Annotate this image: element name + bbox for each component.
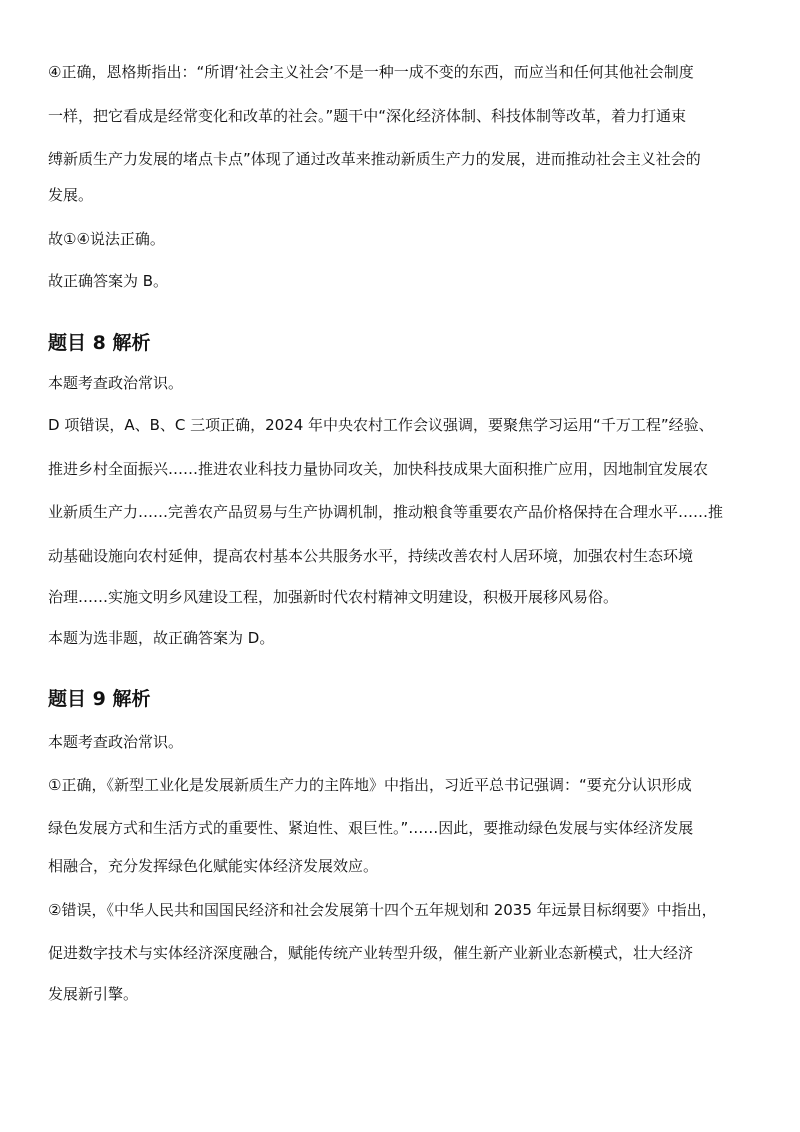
paragraph-line: 一样，把它看成是经常变化和改革的社会。”题干中“深化经济体制、科技体制等改革，着力打通束	[48, 107, 687, 125]
paragraph-line: 治理……实施文明乡风建设工程，加强新时代农村精神文明建设，积极开展移风易俗。	[48, 588, 619, 606]
paragraph-line: 缚新质生产力发展的堵点卡点”体现了通过改革来推动新质生产力的发展，进而推动社会主义社会的	[48, 150, 701, 168]
paragraph-line: 绿色发展方式和生活方式的重要性、紧迫性、艰巨性。”……因此，要推动绿色发展与实体经济发展	[48, 819, 694, 837]
paragraph-line: 相融合，充分发挥绿色化赋能实体经济发展效应。	[48, 857, 379, 875]
paragraph-line: 本题为选非题，故正确答案为 D。	[48, 629, 275, 647]
section-heading: 题目 8 解析	[48, 332, 151, 354]
paragraph-line: 推进乡村全面振兴……推进农业科技力量协同攻关，加快科技成果大面积推广应用，因地制宜发展农	[48, 460, 709, 478]
paragraph-line: ④正确，恩格斯指出：“所谓‘社会主义社会’不是一种一成不变的东西，而应当和任何其他社会制度	[48, 63, 694, 81]
paragraph-line: ②错误，《中华人民共和国国民经济和社会发展第十四个五年规划和 2035 年远景目标纲要》中指出，	[48, 901, 717, 919]
paragraph-line: 发展。	[48, 186, 94, 204]
paragraph-line: 业新质生产力……完善农产品贸易与生产协调机制，推动粮食等重要农产品价格保持在合理水平……推	[48, 503, 724, 521]
paragraph-line: 促进数字技术与实体经济深度融合，赋能传统产业转型升级，催生新产业新业态新模式，壮大经济	[48, 944, 694, 962]
paragraph-line: 本题考查政治常识。	[48, 374, 184, 392]
paragraph-line: 故正确答案为 B。	[48, 272, 169, 290]
paragraph-line: 动基础设施向农村延伸，提高农村基本公共服务水平，持续改善农村人居环境，加强农村生态环境	[48, 547, 694, 565]
paragraph-line: 故①④说法正确。	[48, 230, 165, 248]
paragraph-line: D 项错误，A、B、C 三项正确，2024 年中央农村工作会议强调，要聚焦学习运用“千万工程”经验、	[48, 416, 714, 434]
paragraph-line: 发展新引擎。	[48, 985, 139, 1003]
section-heading: 题目 9 解析	[48, 688, 151, 710]
paragraph-line: ①正确，《新型工业化是发展新质生产力的主阵地》中指出，习近平总书记强调：“要充分认识形成	[48, 776, 692, 794]
paragraph-line: 本题考查政治常识。	[48, 733, 184, 751]
